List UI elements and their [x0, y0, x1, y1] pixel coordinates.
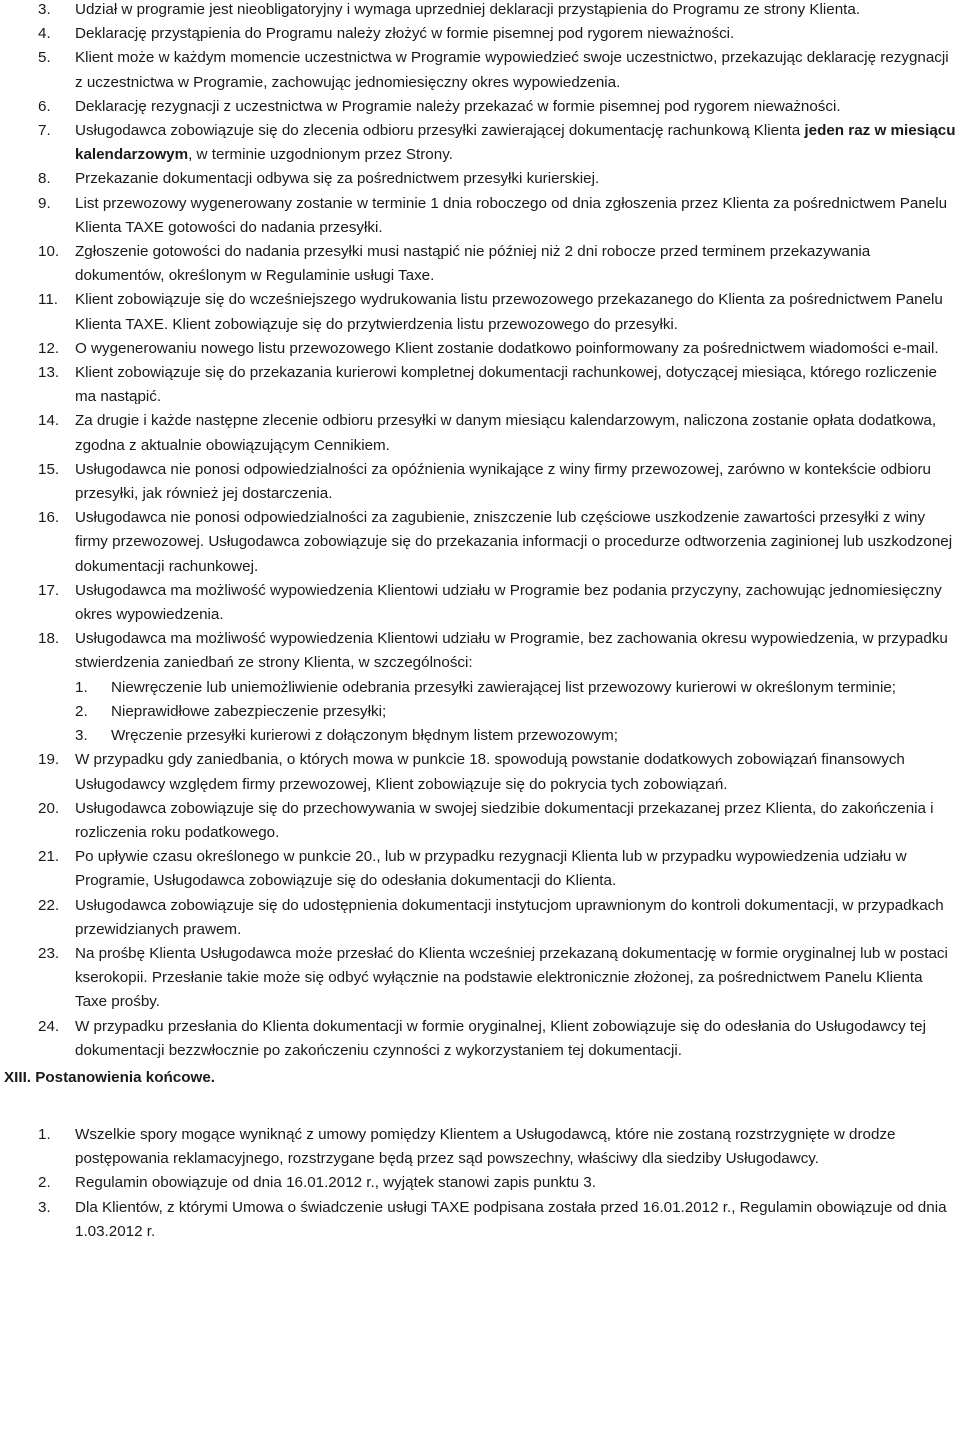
list-item [0, 95, 960, 119]
list-item [0, 748, 960, 796]
item-number: 12. [38, 339, 60, 357]
sub-list-item [75, 700, 956, 724]
sub-list-item [75, 676, 956, 700]
list-item [0, 579, 960, 627]
item-number: 3. [38, 1, 51, 18]
list-item [0, 22, 960, 46]
item-number: 23. [38, 944, 60, 962]
item-text: Usługodawca ma możliwość wypowiedzenia Klientowi udziału w Programie bez podania przyczyny, zachowując jednomiesięczny okres wypowiedzenia. [75, 581, 942, 624]
list-item [0, 1015, 960, 1063]
item-number: 4. [38, 25, 51, 43]
item-number: 1. [38, 1125, 51, 1143]
item-number: 5. [38, 49, 51, 67]
list-item [0, 845, 960, 893]
sub-item-number: 1. [75, 678, 88, 696]
sub-item-text: Wręczenie przesyłki kurierowi z dołączonym błędnym listem przewozowym; [111, 727, 618, 745]
sub-item-text: Niewręczenie lub uniemożliwienie odebrania przesyłki zawierającej list przewozowy kurierowi w określonym terminie; [111, 678, 896, 696]
item-text: Deklarację rezygnacji z uczestnictwa w Programie należy przekazać w formie pisemnej pod rygorem nieważności. [75, 97, 841, 115]
item-number: 21. [38, 848, 60, 866]
item-number: 11. [38, 291, 58, 309]
list-item [0, 240, 960, 288]
sub-list-item [75, 724, 956, 748]
list-item [0, 458, 960, 506]
item-number: 15. [38, 460, 60, 478]
list-item [0, 337, 960, 361]
item-text: Usługodawca zobowiązuje się do zlecenia odbioru przesyłki zawierającej dokumentację rachunkową Klienta [75, 122, 805, 140]
item-text: Usługodawca ma możliwość wypowiedzenia Klientowi udziału w Programie, bez zachowania okresu wypowiedzenia, w przypadku stwierdzenia zaniedbań ze strony Klienta, w szczególności: [75, 630, 948, 672]
item-text: Klient może w każdym momencie uczestnictwa w Programie wypowiedzieć swoje uczestnictwo, przekazując deklarację rezygnacji z uczestnictwa w Programie, zachowując jednomiesięczny okres wypowiedzenia. [75, 49, 949, 91]
item-text: Przekazanie dokumentacji odbywa się za pośrednictwem przesyłki kurierskiej. [75, 170, 600, 188]
item-number: 7. [38, 122, 51, 140]
list-item [0, 894, 960, 942]
list-item [0, 1171, 960, 1195]
item-number: 18. [38, 630, 60, 648]
item-text: O wygenerowaniu nowego listu przewozowego Klient zostanie dodatkowo poinformowany za pośrednictwem wiadomości e-mail. [75, 339, 939, 357]
list-item [0, 119, 960, 167]
list-item [0, 0, 960, 22]
item-text: Usługodawca zobowiązuje się do przechowywania w swojej siedzibie dokumentacji przekazanej przez Klienta, do zakończenia i rozliczenia roku podatkowego. [75, 799, 934, 841]
item-number: 8. [38, 170, 51, 188]
item-number: 9. [38, 194, 51, 212]
item-text: Za drugie i każde następne zlecenie odbioru przesyłki w danym miesiącu kalendarzowym, naliczona zostanie opłata dodatkowa, zgodna z aktualnie obowiązującym Cennikiem. [75, 412, 937, 454]
item-text: Klient zobowiązuje się do wcześniejszego wydrukowania listu przewozowego przekazanego do Klienta za pośrednictwem Panelu Klienta TAXE. Klient zobowiązuje się do przytwierdzenia listu przewozowego do przesyłki. [75, 291, 943, 333]
item-number: 13. [38, 364, 60, 382]
item-text: , w terminie uzgodnionym przez Strony. [188, 146, 453, 164]
sub-item-number: 3. [75, 727, 88, 745]
list-item [0, 1196, 960, 1244]
item-text: Po upływie czasu określonego w punkcie 20., lub w przypadku rezygnacji Klienta lub w przypadku wypowiedzenia udziału w Programie, Usługodawca zobowiązuje się do odesłania dokumentacji do Klienta. [75, 848, 907, 890]
item-text: Zgłoszenie gotowości do nadania przesyłki musi nastąpić nie później niż 2 dni robocze przed terminem przekazywania dokumentów, określonym w Regulaminie usługi Taxe. [75, 243, 871, 285]
item-bold-text: jeden raz w miesiącu kalendarzowym [75, 122, 956, 164]
list-item [0, 192, 960, 240]
item-text: W przypadku przesłania do Klienta dokumentacji w formie oryginalnej, Klient zobowiązuje się do odesłania do Usługodawcy tej dokumentacji bezzwłocznie po zakończeniu czynności z wykorzystaniem tej dokumentacji. [75, 1017, 926, 1059]
item-number: 16. [38, 509, 60, 527]
list-item [0, 409, 960, 457]
item-text: Usługodawca nie ponosi odpowiedzialności za opóźnienia wynikające z winy firmy przewozowej, zarówno w kontekście odbioru przesyłki, jak również jej dostarczenia. [75, 460, 932, 503]
sub-list [75, 676, 956, 749]
section-heading: XIII. Postanowienia końcowe. [4, 1068, 215, 1086]
item-number: 19. [38, 751, 60, 769]
item-number: 10. [38, 243, 60, 261]
list-item [0, 167, 960, 191]
item-number: 2. [38, 1174, 51, 1192]
spacer [0, 1090, 960, 1123]
list-item [0, 1123, 960, 1171]
list-item [0, 942, 960, 1015]
item-number: 14. [38, 412, 60, 430]
item-text: List przewozowy wygenerowany zostanie w terminie 1 dnia roboczego od dnia zgłoszenia przez Klienta za pośrednictwem Panelu Klienta TAXE gotowości do nadania przesyłki. [75, 194, 948, 236]
final-provisions-list [0, 1123, 960, 1244]
item-number: 20. [38, 799, 60, 817]
list-item [0, 46, 960, 94]
list-item [0, 627, 960, 748]
item-text: W przypadku gdy zaniedbania, o których mowa w punkcie 18. spowodują powstanie dodatkowych zobowiązań finansowych Usługodawcy względem firmy przewozowej, Klient zobowiązuje się do pokrycia tych zobowiązań. [75, 751, 905, 793]
item-number: 17. [38, 581, 60, 599]
list-item [0, 506, 960, 579]
item-number: 3. [38, 1198, 51, 1216]
item-text: Regulamin obowiązuje od dnia 16.01.2012 r., wyjątek stanowi zapis punktu 3. [75, 1174, 596, 1192]
item-text: Na prośbę Klienta Usługodawca może przesłać do Klienta wcześniej przekazaną dokumentację w formie oryginalnej lub w postaci kserokopii. Przesłanie takie może się odbyć wyłącznie na podstawie elektronicznie złożonej, za pośrednictwem Panelu Klienta Taxe prośby. [75, 944, 948, 1011]
list-item [0, 361, 960, 409]
item-text: Wszelkie spory mogące wyniknąć z umowy pomiędzy Klientem a Usługodawcą, które nie zostaną rozstrzygnięte w drodze postępowania reklamacyjnego, rozstrzygane będą przez sąd powszechny, właściwy dla siedziby Usługodawcy. [75, 1125, 896, 1168]
item-text: Udział w programie jest nieobligatoryjny i wymaga uprzedniej deklaracji przystąpienia do Programu ze strony Klienta. [75, 1, 861, 18]
list-item [0, 288, 960, 336]
item-number: 24. [38, 1017, 60, 1035]
sub-item-text: Nieprawidłowe zabezpieczenie przesyłki; [111, 702, 387, 720]
sub-item-number: 2. [75, 702, 88, 720]
item-text: Klient zobowiązuje się do przekazania kurierowi kompletnej dokumentacji rachunkowej, dotyczącej miesiąca, którego rozliczenie ma nastąpić. [75, 364, 937, 406]
item-number: 6. [38, 97, 51, 115]
item-text: Usługodawca nie ponosi odpowiedzialności za zagubienie, zniszczenie lub częściowe uszkodzenie zawartości przesyłki z winy firmy przewozowej. Usługodawca zobowiązuje się do przekazania informacji o procedurze odtworzenia zaginionej lub uszkodzonej dokumentacji rachunkowej. [75, 509, 953, 575]
item-text: Dla Klientów, z którymi Umowa o świadczenie usługi TAXE podpisana została przed 16.01.2012 r., Regulamin obowiązuje od dnia 1.03.2012 r. [75, 1198, 947, 1240]
item-text: Usługodawca zobowiązuje się do udostępnienia dokumentacji instytucjom uprawnionym do kontroli dokumentacji, w przypadkach przewidzianych prawem. [75, 896, 944, 938]
item-number: 22. [38, 896, 60, 914]
item-text: Deklarację przystąpienia do Programu należy złożyć w formie pisemnej pod rygorem nieważności. [75, 25, 735, 43]
list-item [0, 797, 960, 845]
